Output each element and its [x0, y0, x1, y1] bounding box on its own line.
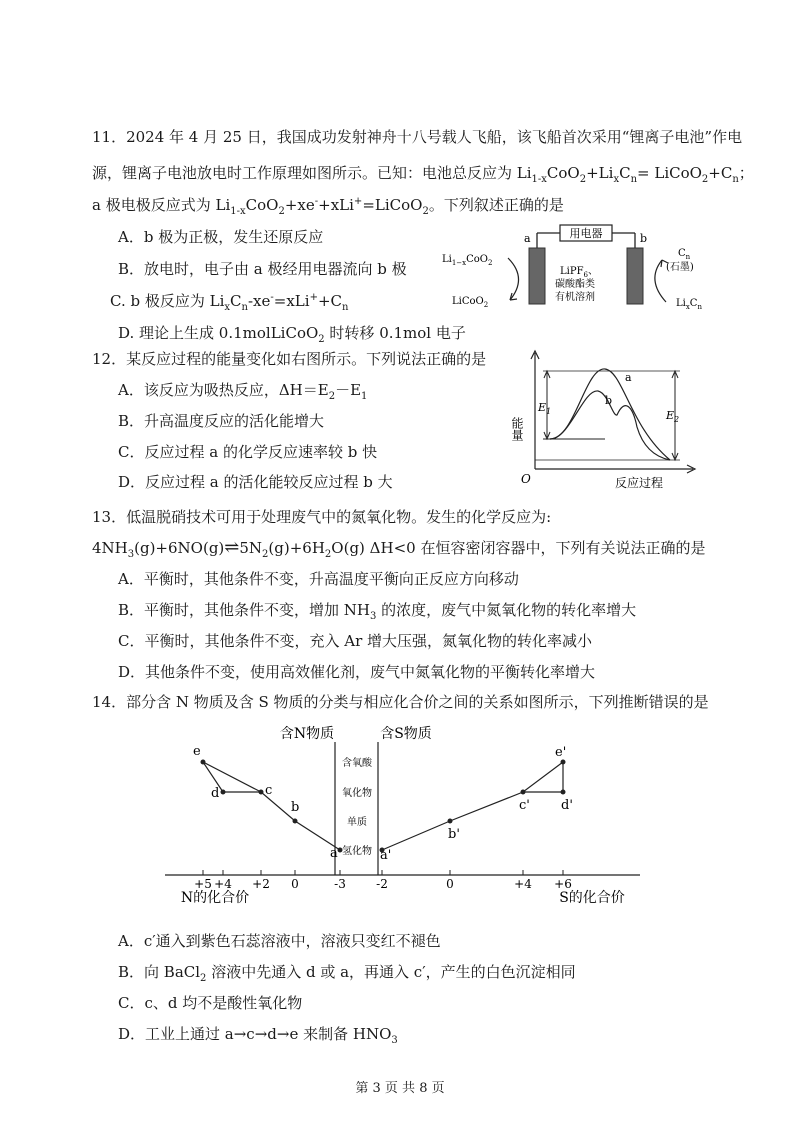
curve-a [550, 369, 670, 460]
q12-option-d: D．反应过程 a 的活化能较反应过程 b 大 [118, 473, 393, 491]
s-point-d-prime [561, 790, 566, 795]
q12-option-b: B．升高温度反应的活化能增大 [118, 412, 325, 430]
right-bottom-species: $Li_xC_n$ [676, 298, 702, 311]
origin-label: O [521, 472, 531, 486]
q11-option-b: B．放电时，电子由 a 极经用电器流向 b 极 [118, 260, 407, 278]
n-tick-label: -3 [334, 877, 346, 891]
n-tick-label: +5 [194, 877, 212, 891]
q11-option-c: C. b 极反应为 $Li_xC_n-xe^-=xLi^++C_n$ [110, 292, 349, 313]
electrolyte-line2: 碳酸酯类 [555, 279, 595, 290]
n-point-d [221, 790, 226, 795]
q11-option-a: A．b 极为正极，发生还原反应 [118, 228, 324, 246]
q11-stem-line3: a 极电极反应式为 $Li_{1-x}CoO_2+xe^-+xLi^+=LiCoO_2$。下列叙述正确的是 [92, 196, 564, 217]
n-series-line [203, 762, 340, 850]
curve-b-label: b [605, 394, 613, 407]
energy-axis-label: 能量 [510, 417, 524, 441]
category-label: 氢化物 [342, 846, 372, 857]
right-top-species-note: (石墨) [666, 262, 694, 273]
q13-stem: 13．低温脱硝技术可用于处理废气中的氮氧化物。发生的化学反应为: [92, 508, 552, 526]
q14-option-b: B．向 BaCl$_2$ 溶液中先通入 d 或 a，再通入 c′，产生的白色沉淀相同 [118, 963, 576, 984]
energy-diagram [505, 347, 700, 497]
n-axis-label: N的化合价 [180, 890, 250, 906]
q11-option-d: D. 理论上生成 0.1molLiCoO$_2$ 时转移 0.1mol 电子 [118, 324, 466, 345]
electrode-b [627, 248, 643, 304]
s-point-label: c' [519, 798, 530, 813]
n-point-label: b [291, 800, 300, 815]
q13-equation: $4NH_3(g)+6NO(g)\rightleftharpoons 5N_2(g)+6H_2O(g)$ ΔH<0 在恒容密闭容器中，下列有关说法正确的是 [92, 537, 706, 560]
s-tick-label: -2 [376, 877, 388, 891]
electrolyte-line1: LiPF$_6$、 [560, 266, 598, 279]
s-chart-title: 含S物质 [380, 726, 432, 742]
q13-option-d: D．其他条件不变，使用高效催化剂，废气中氮氧化物的平衡转化率增大 [118, 663, 596, 681]
n-chart-title: 含N物质 [279, 726, 335, 742]
category-label: 含氧酸 [342, 758, 372, 769]
n-tick-label: +4 [214, 877, 232, 891]
n-tick-label: 0 [291, 877, 299, 891]
s-tick-label: +6 [554, 877, 572, 891]
left-bottom-species: LiCoO$_2$ [452, 296, 489, 309]
electrode-a [529, 248, 545, 304]
s-tick-label: +4 [514, 877, 532, 891]
q11-stem-line2: 源，锂离子电池放电时工作原理如图所示。已知：电池总反应为 $Li_{1-x}CoO_2+Li_xC_n=$ $LiCoO_2+C_n$； [92, 164, 754, 185]
q12-option-a: A．该反应为吸热反应，$\Delta H=E_2-E_1$ [118, 381, 368, 402]
curve-a-label: a [625, 371, 632, 384]
n-point-b [293, 819, 298, 824]
right-top-species: $C_n$ [678, 248, 691, 261]
q14-stem: 14．部分含 N 物质及含 S 物质的分类与相应化合价之间的关系如图所示，下列推断错误的是 [92, 693, 709, 711]
s-point-b-prime [448, 819, 453, 824]
s-point-c-prime [521, 790, 526, 795]
category-label: 氧化物 [342, 788, 372, 799]
q14-option-a: A．c′通入到紫色石蕊溶液中，溶液只变红不褪色 [118, 932, 441, 950]
n-point-label: a [330, 846, 338, 861]
q13-option-c: C．平衡时，其他条件不变，充入 Ar 增大压强，氮氧化物的转化率减小 [118, 632, 593, 650]
n-point-c [259, 790, 264, 795]
n-point-label: c [265, 783, 273, 798]
q13-option-b: B．平衡时，其他条件不变，增加 $NH_3$ 的浓度，废气中氮氧化物的转化率增大 [118, 601, 637, 622]
electrolyte-line3: 有机溶剂 [555, 292, 595, 303]
electrode-a-label: a [524, 232, 531, 245]
q14-option-d: D．工业上通过 a→c→d→e 来制备 $HNO_3$ [118, 1025, 398, 1046]
device-label: 用电器 [569, 227, 603, 240]
electrode-b-label: b [640, 232, 648, 245]
reaction-axis-label: 反应过程 [615, 476, 664, 490]
category-label: 单质 [347, 817, 367, 828]
q12-option-c: C．反应过程 a 的化学反应速率较 b 快 [118, 443, 378, 461]
n-tick-label: +2 [252, 877, 270, 891]
q11-stem-line1: 11．2024 年 4 月 25 日，我国成功发射神舟十八号载人飞船，该飞船首次采用“锂离子电池”作电 [92, 128, 743, 146]
s-point-label: b' [448, 827, 460, 842]
s-point-label: a' [380, 848, 392, 863]
s-point-e-prime [561, 760, 566, 765]
left-top-species: $Li_{1-x}CoO_2$ [442, 254, 493, 267]
n-point-a [338, 848, 343, 853]
e2-label: $E_2$ [666, 409, 680, 424]
q14-option-c: C．c、d 均不是酸性氧化物 [118, 994, 303, 1012]
s-series-line [382, 762, 563, 850]
q13-option-a: A．平衡时，其他条件不变，升高温度平衡向正反应方向移动 [118, 570, 519, 588]
n-point-label: d [211, 786, 220, 801]
n-point-e [201, 760, 206, 765]
page-number-footer: 第 3 页 共 8 页 [355, 1081, 445, 1096]
s-point-label: e' [555, 745, 567, 760]
s-tick-label: 0 [446, 877, 454, 891]
s-point-label: d' [561, 798, 573, 813]
s-axis-label: S的化合价 [559, 890, 625, 906]
battery-diagram [430, 218, 720, 323]
n-point-label: e [193, 744, 201, 759]
valence-chart [0, 720, 800, 915]
q12-stem: 12．某反应过程的能量变化如右图所示。下列说法正确的是 [92, 350, 487, 368]
e1-label: $E_1$ [538, 401, 552, 416]
